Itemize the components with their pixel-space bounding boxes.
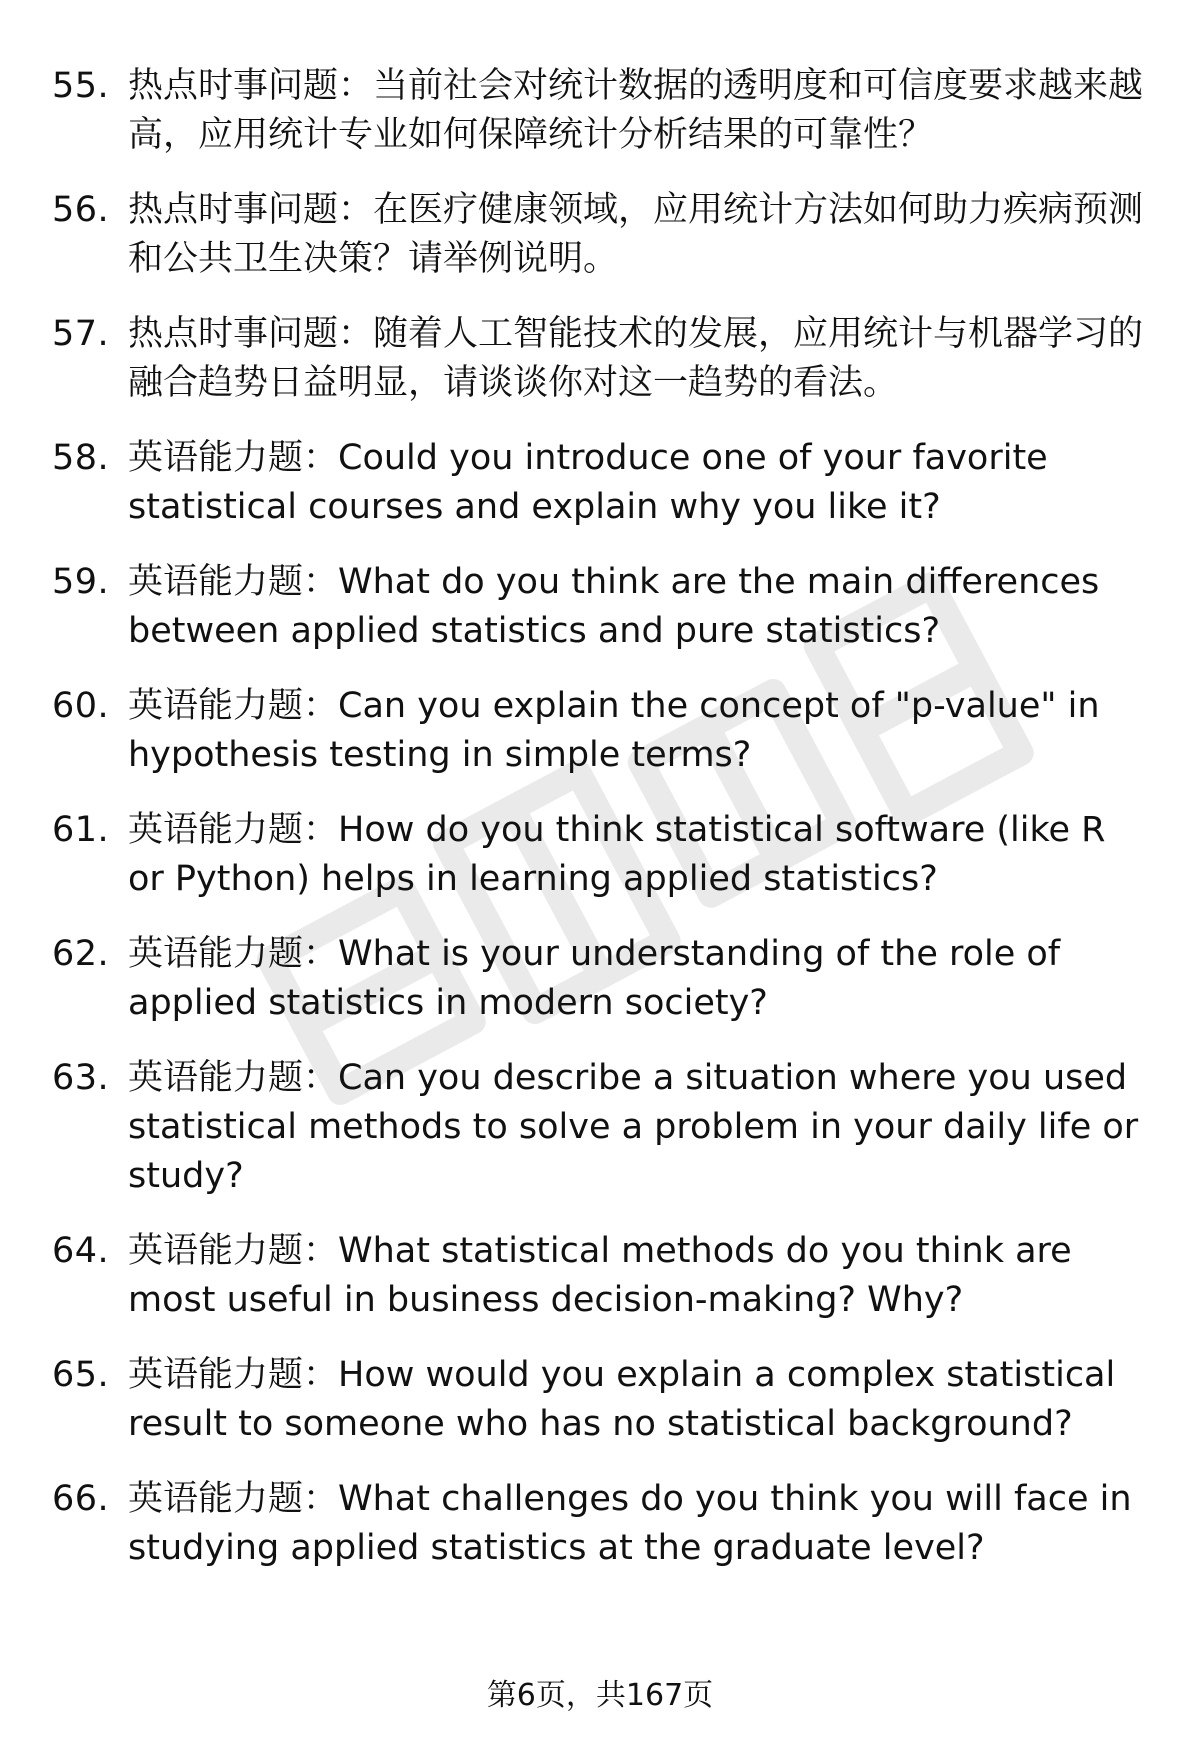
question-text: 热点时事问题：随着人工智能技术的发展，应用统计与机器学习的融合趋势日益明显，请谈谈你对这一趋势的看法。: [128, 314, 1144, 403]
question-number: 59.: [52, 562, 110, 602]
question-number: 61.: [52, 810, 110, 850]
question-text: 英语能力题：What challenges do you think you will face in studying applied statistics at the graduate level?: [128, 1479, 1132, 1568]
question-text: 英语能力题：Can you describe a situation where you used statistical methods to solve a problem in your daily life or study?: [128, 1058, 1139, 1196]
question-number: 57.: [52, 314, 110, 354]
question-item: [52, 558, 1152, 656]
question-text: 英语能力题：How would you explain a complex statistical result to someone who has no statistical background?: [128, 1355, 1116, 1444]
question-item: [52, 1351, 1152, 1449]
question-number: 63.: [52, 1058, 110, 1098]
question-text: 热点时事问题：当前社会对统计数据的透明度和可信度要求越来越高，应用统计专业如何保障统计分析结果的可靠性？: [128, 66, 1144, 155]
question-item: [52, 1475, 1152, 1573]
question-list: [52, 62, 1152, 1599]
page-number: 第6页，共167页: [486, 1678, 714, 1713]
question-text: 英语能力题：What statistical methods do you think are most useful in business decision-making? Why?: [128, 1231, 1072, 1320]
question-item: [52, 930, 1152, 1028]
question-item: [52, 1227, 1152, 1325]
question-item: [52, 1054, 1152, 1201]
question-item: [52, 310, 1152, 408]
question-text: 英语能力题：Could you introduce one of your favorite statistical courses and explain why you like it?: [128, 438, 1048, 527]
question-item: [52, 62, 1152, 160]
question-text: 英语能力题：How do you think statistical software (like R or Python) helps in learning applied statistics?: [128, 810, 1106, 899]
question-number: 55.: [52, 66, 110, 106]
question-text: 热点时事问题：在医疗健康领域，应用统计方法如何助力疾病预测和公共卫生决策？请举例说明。: [128, 190, 1144, 279]
question-number: 56.: [52, 190, 110, 230]
question-text: 英语能力题：What is your understanding of the role of applied statistics in modern society?: [128, 934, 1061, 1023]
question-number: 65.: [52, 1355, 110, 1395]
question-item: [52, 682, 1152, 780]
question-number: 62.: [52, 934, 110, 974]
question-number: 58.: [52, 438, 110, 478]
question-number: 66.: [52, 1479, 110, 1519]
question-item: [52, 806, 1152, 904]
question-number: 64.: [52, 1231, 110, 1271]
question-item: [52, 434, 1152, 532]
question-text: 英语能力题：Can you explain the concept of "p-value" in hypothesis testing in simple terms?: [128, 686, 1100, 775]
question-number: 60.: [52, 686, 110, 726]
question-item: [52, 186, 1152, 284]
question-text: 英语能力题：What do you think are the main differences between applied statistics and pure statistics?: [128, 562, 1100, 651]
